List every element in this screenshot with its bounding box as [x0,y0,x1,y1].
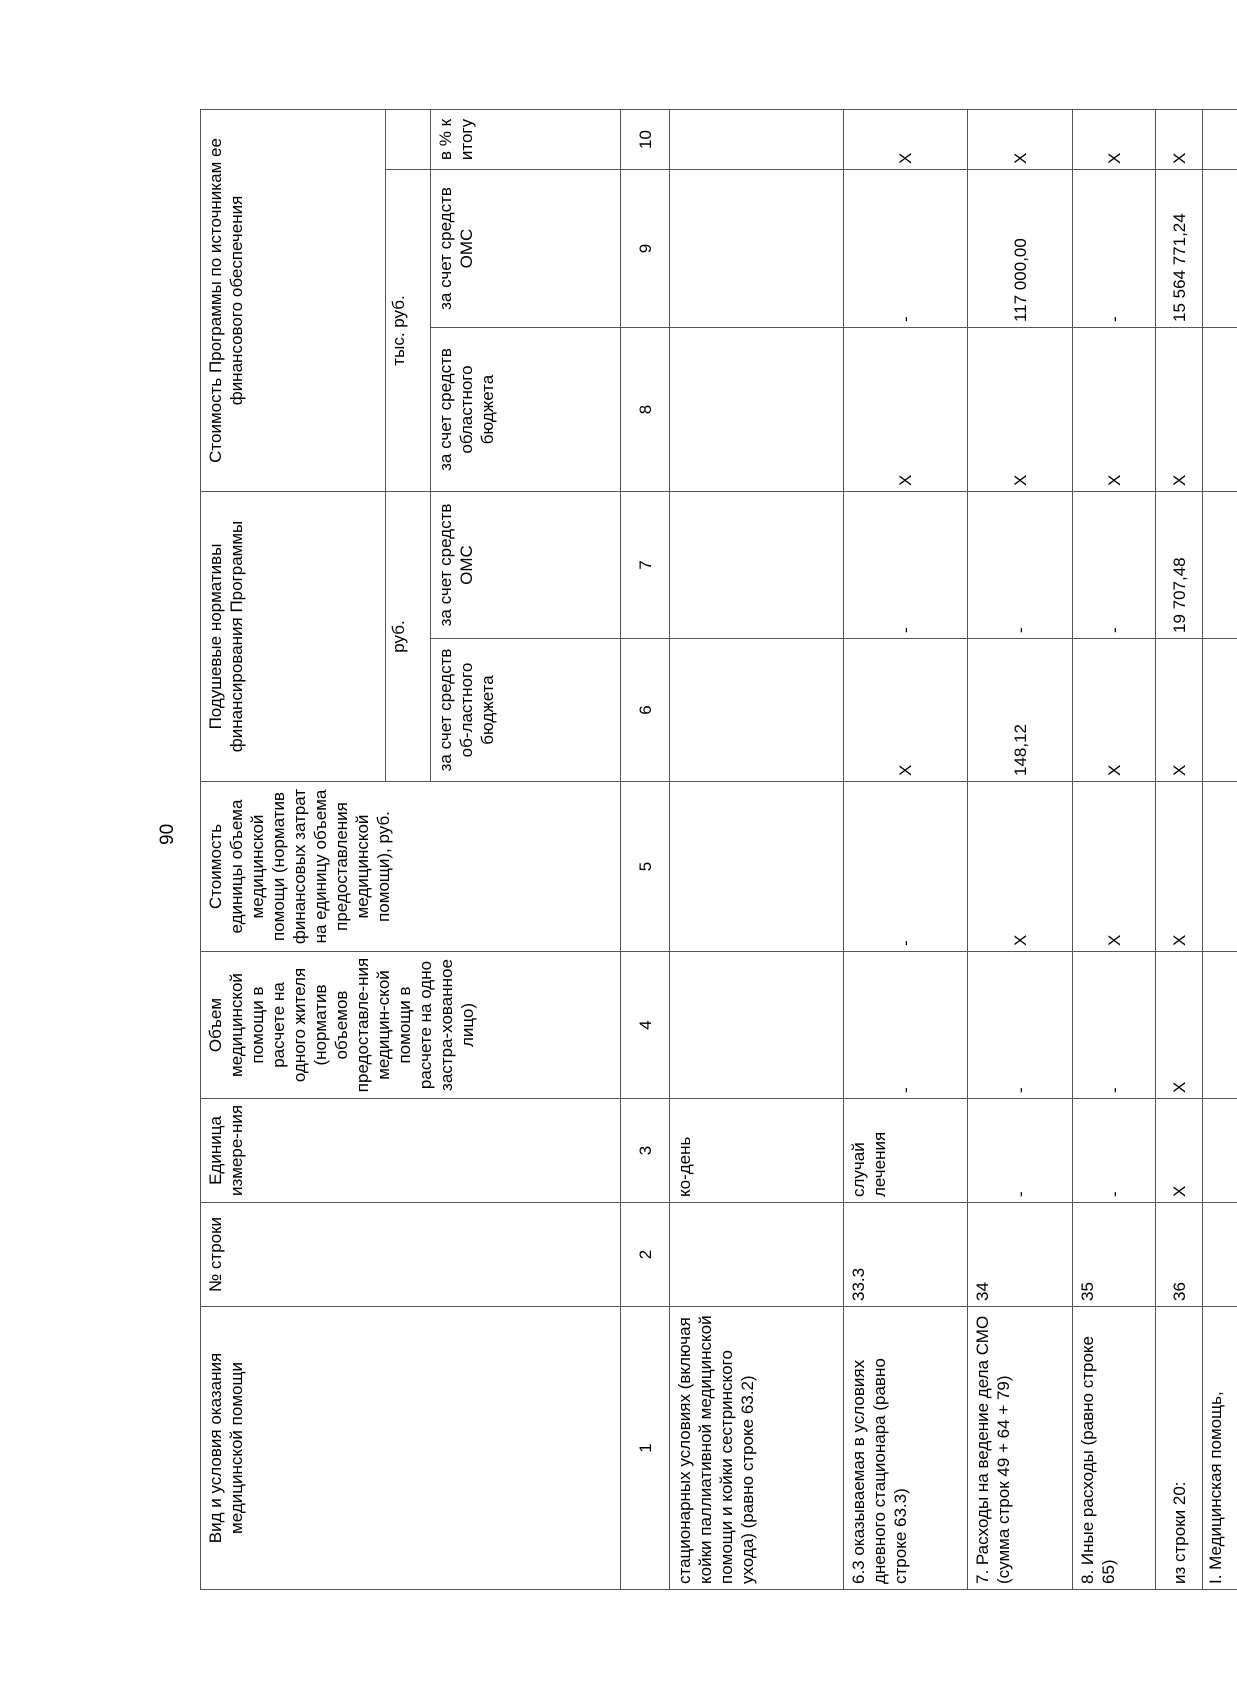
cell-service-type: 6.3 оказываемая в условиях дневного стационара (равно строке 63.3) [844,1307,968,1590]
cell-normative-oms: - [968,492,1073,639]
cell-volume: X [1156,952,1203,1099]
cell-row-number [1203,1203,1237,1307]
cell-cost-percent: X [844,109,968,169]
cell-row-number [670,1203,844,1307]
cell-normative-oms: 19 707,48 [1156,492,1203,639]
column-number: 1 [621,1307,670,1590]
cell-unit: - [968,1099,1073,1203]
column-number: 8 [621,328,670,492]
cell-normative-regional [1203,639,1237,782]
cell-unit: ко-день [670,1099,844,1203]
column-number: 2 [621,1203,670,1307]
cell-volume [1203,952,1237,1099]
header-program-cost: Стоимость Программы по источникам ее финансового обеспечения [201,109,386,491]
table-row [1203,109,1237,1589]
cell-normative-regional [670,639,844,782]
header-cost-oms: за счет средств ОМС [431,170,621,328]
cell-cost-regional: X [968,328,1073,492]
header-normative-oms: за счет средств ОМС [431,492,621,639]
cell-cost-regional: X [1156,328,1203,492]
cell-cost-percent: X [968,109,1073,169]
financing-table [200,109,1237,1590]
cell-service-type: 7. Расходы на ведение дела СМО (сумма строк 49 + 64 + 79) [968,1307,1073,1590]
column-number: 5 [621,782,670,952]
column-number: 10 [621,109,670,169]
header-volume: Объем медицинской помощи в расчете на одного жителя (норматив объемов предоставле-ния медицин-ской помощи в расчете на одно застра-хованное лицо) [201,952,621,1099]
cell-cost-oms: - [1073,170,1156,328]
cell-unit-cost: - [844,782,968,952]
cell-unit: - [1073,1099,1156,1203]
cell-normative-oms: - [844,492,968,639]
cell-normative-regional: X [844,639,968,782]
cell-cost-regional: X [1073,328,1156,492]
cell-unit-cost: X [1156,782,1203,952]
header-unit: Единица измере-ния [201,1099,621,1203]
cell-cost-regional: X [844,328,968,492]
header-normative-regional-budget: за счет средств об-ластного бюджета [431,639,621,782]
cell-cost-regional [670,328,844,492]
cell-row-number: 35 [1073,1203,1156,1307]
cell-normative-oms: - [1073,492,1156,639]
header-service-type: Вид и условия оказания медицинской помощи [201,1307,621,1590]
cell-unit-cost: X [968,782,1073,952]
cell-cost-oms [1203,170,1237,328]
cell-row-number: 36 [1156,1203,1203,1307]
cell-normative-oms [670,492,844,639]
cell-cost-oms: - [844,170,968,328]
cell-normative-regional: X [1073,639,1156,782]
table-row [1156,109,1203,1589]
header-cost-percent: в % к итогу [431,109,621,169]
table-row [968,109,1073,1589]
cell-volume [670,952,844,1099]
cell-service-type: из строки 20: [1156,1307,1203,1590]
cell-unit-cost: X [1073,782,1156,952]
column-number: 6 [621,639,670,782]
header-row [201,109,386,1589]
header-cost-regional-budget: за счет средств областного бюджета [431,328,621,492]
cell-volume: - [844,952,968,1099]
column-number: 4 [621,952,670,1099]
cell-volume: - [1073,952,1156,1099]
cell-cost-percent: X [1073,109,1156,169]
header-unit-empty [386,109,431,169]
cell-service-type: стационарных условиях (включая койки паллиативной медицинской помощи и койки сестринского ухода) (равно строке 63.2) [670,1307,844,1590]
cell-cost-percent [670,109,844,169]
cell-service-type: I. Медицинская помощь, [1203,1307,1237,1590]
header-unit-thousand-rub: тыс. руб. [386,170,431,492]
cell-unit-cost [670,782,844,952]
cell-service-type: 8. Иные расходы (равно строке 65) [1073,1307,1156,1590]
financing-table-container [200,118,1225,1590]
cell-unit [1203,1099,1237,1203]
header-row-number: № строки [201,1203,621,1307]
cell-unit: случай лечения [844,1099,968,1203]
header-per-capita-normatives: Подушевые нормативы финансирования Программы [201,492,386,782]
table-row [670,109,844,1589]
cell-unit: X [1156,1099,1203,1203]
cell-normative-regional: 148,12 [968,639,1073,782]
cell-cost-oms [670,170,844,328]
cell-row-number: 34 [968,1203,1073,1307]
cell-row-number: 33.3 [844,1203,968,1307]
cell-unit-cost [1203,782,1237,952]
cell-normative-oms [1203,492,1237,639]
column-numbers-row [621,109,670,1589]
column-number: 9 [621,170,670,328]
page-number: 90 [157,823,178,845]
cell-cost-oms: 117 000,00 [968,170,1073,328]
cell-cost-oms: 15 564 771,24 [1156,170,1203,328]
cell-normative-regional: X [1156,639,1203,782]
header-unit-rub: руб. [386,492,431,782]
cell-cost-percent [1203,109,1237,169]
table-row [844,109,968,1589]
cell-cost-regional [1203,328,1237,492]
column-number: 3 [621,1099,670,1203]
cell-volume: - [968,952,1073,1099]
header-unit-cost: Стоимость единицы объема медицинской помощи (норматив финансовых затрат на единицу объема предоставления медицинской помощи), руб. [201,782,621,952]
column-number: 7 [621,492,670,639]
cell-cost-percent: X [1156,109,1203,169]
table-row [1073,109,1156,1589]
